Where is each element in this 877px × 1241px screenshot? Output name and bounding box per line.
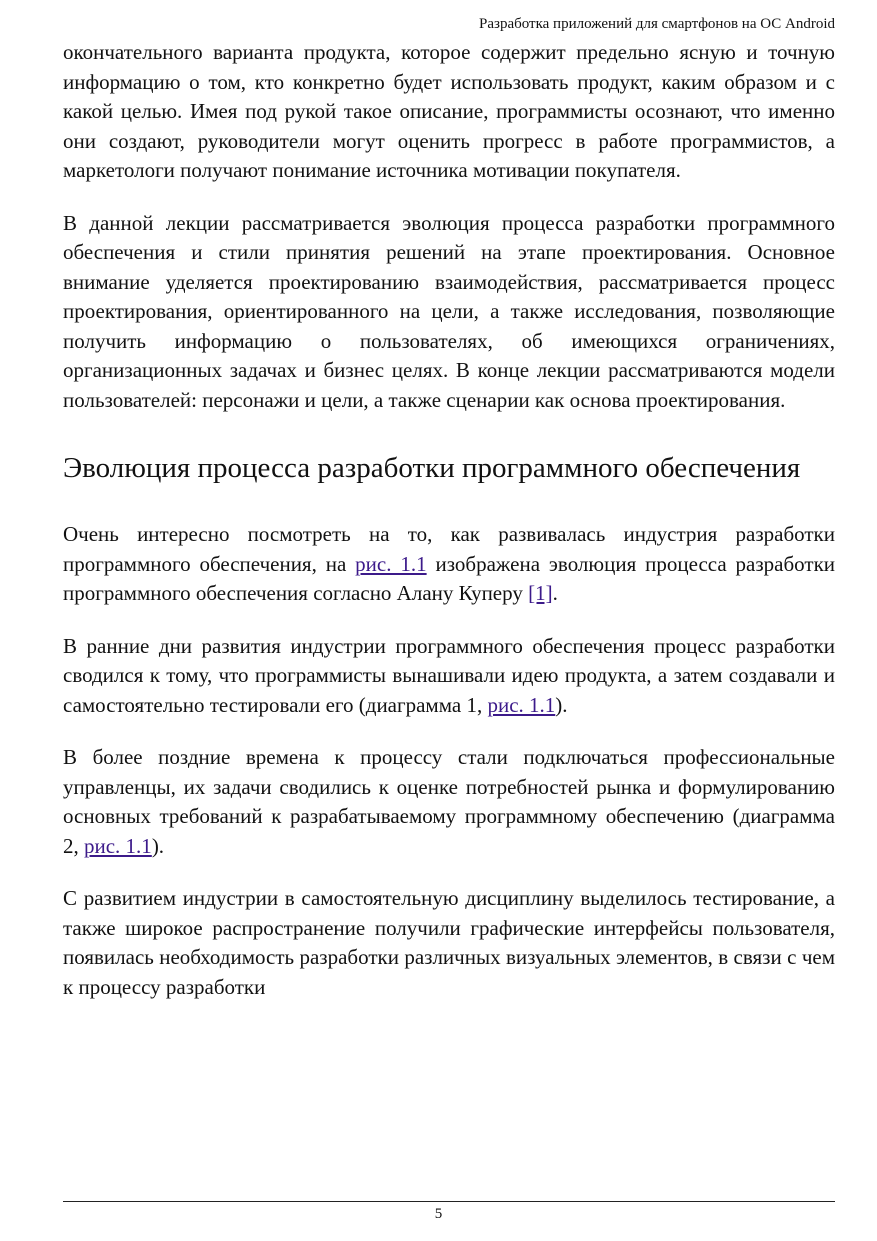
figure-link[interactable]: рис. 1.1 (355, 551, 427, 576)
paragraph-lecture-overview: В данной лекции рассматривается эволюция процесса разработки программного обеспечения и стили принятия решений на этапе проектирования. Основное внимание уделяется проектированию взаимодействия, рассматривается процесс проектирования, ориентированного на цели, а также исследования, позволяющие получить информацию о пользователях, об имеющихся ограничениях, организационных задачах и бизнес целях. В конце лекции рассматриваются модели пользователей: персонажи и цели, а также сценарии как основа проектирования. (63, 210, 835, 412)
text-run: В ранние дни развития индустрии программного обеспечения процесс разработки сводился к тому, что программисты вынашивали идею продукта, а затем создавали и самостоятельно тестировали его (диаграмма 1, (63, 633, 835, 717)
text-run: В более поздние времена к процессу стали подключаться профессиональные управленцы, их задачи сводились к оценке потребностей рынка и формулированию основных требований к разрабатываемому программному обеспечению (диаграмма 2, (63, 745, 835, 858)
text-run: изображена эволюция процесса разработки программного обеспечения согласно Алану Куперу (63, 551, 836, 605)
paragraph-testing: С развитием индустрии в самостоятельную дисциплину выделилось тестирование, а также широкое распространение получили графические интерфейсы пользователя, появилась необходимость разработки различных визуальных элементов, в связи с чем к процессу разработки (63, 886, 835, 999)
section-heading: Эволюция процесса разработки программного обеспечения (63, 452, 801, 484)
document-body (63, 38, 835, 1002)
paragraph-continuation: окончательного варианта продукта, которое содержит предельно ясную и точную информацию о том, кто конкретно будет использовать продукт, каким образом и с какой целью. Имея под рукой такое описание, программисты осознают, что именно они создают, руководители могут оценить прогресс в работе программистов, а маркетологи получают понимание источника мотивации покупателя. (63, 40, 835, 182)
text-run: . (552, 581, 558, 605)
text-run: ). (555, 692, 568, 717)
text-run: Очень интересно посмотреть на то, как развивалась индустрия разработки программного обеспечения, на (63, 522, 835, 576)
reference-link[interactable]: [1] (528, 581, 553, 605)
footer-divider (63, 1201, 835, 1202)
paragraph-early-days (63, 632, 835, 721)
paragraph-managers (63, 743, 835, 861)
figure-link[interactable]: рис. 1.1 (84, 833, 152, 858)
paragraph-evolution-intro (63, 520, 835, 609)
figure-link[interactable]: рис. 1.1 (487, 692, 556, 717)
text-run: ). (151, 833, 165, 858)
running-header: Разработка приложений для смартфонов на ОС Android (479, 16, 835, 32)
page-number: 5 (434, 1206, 443, 1222)
